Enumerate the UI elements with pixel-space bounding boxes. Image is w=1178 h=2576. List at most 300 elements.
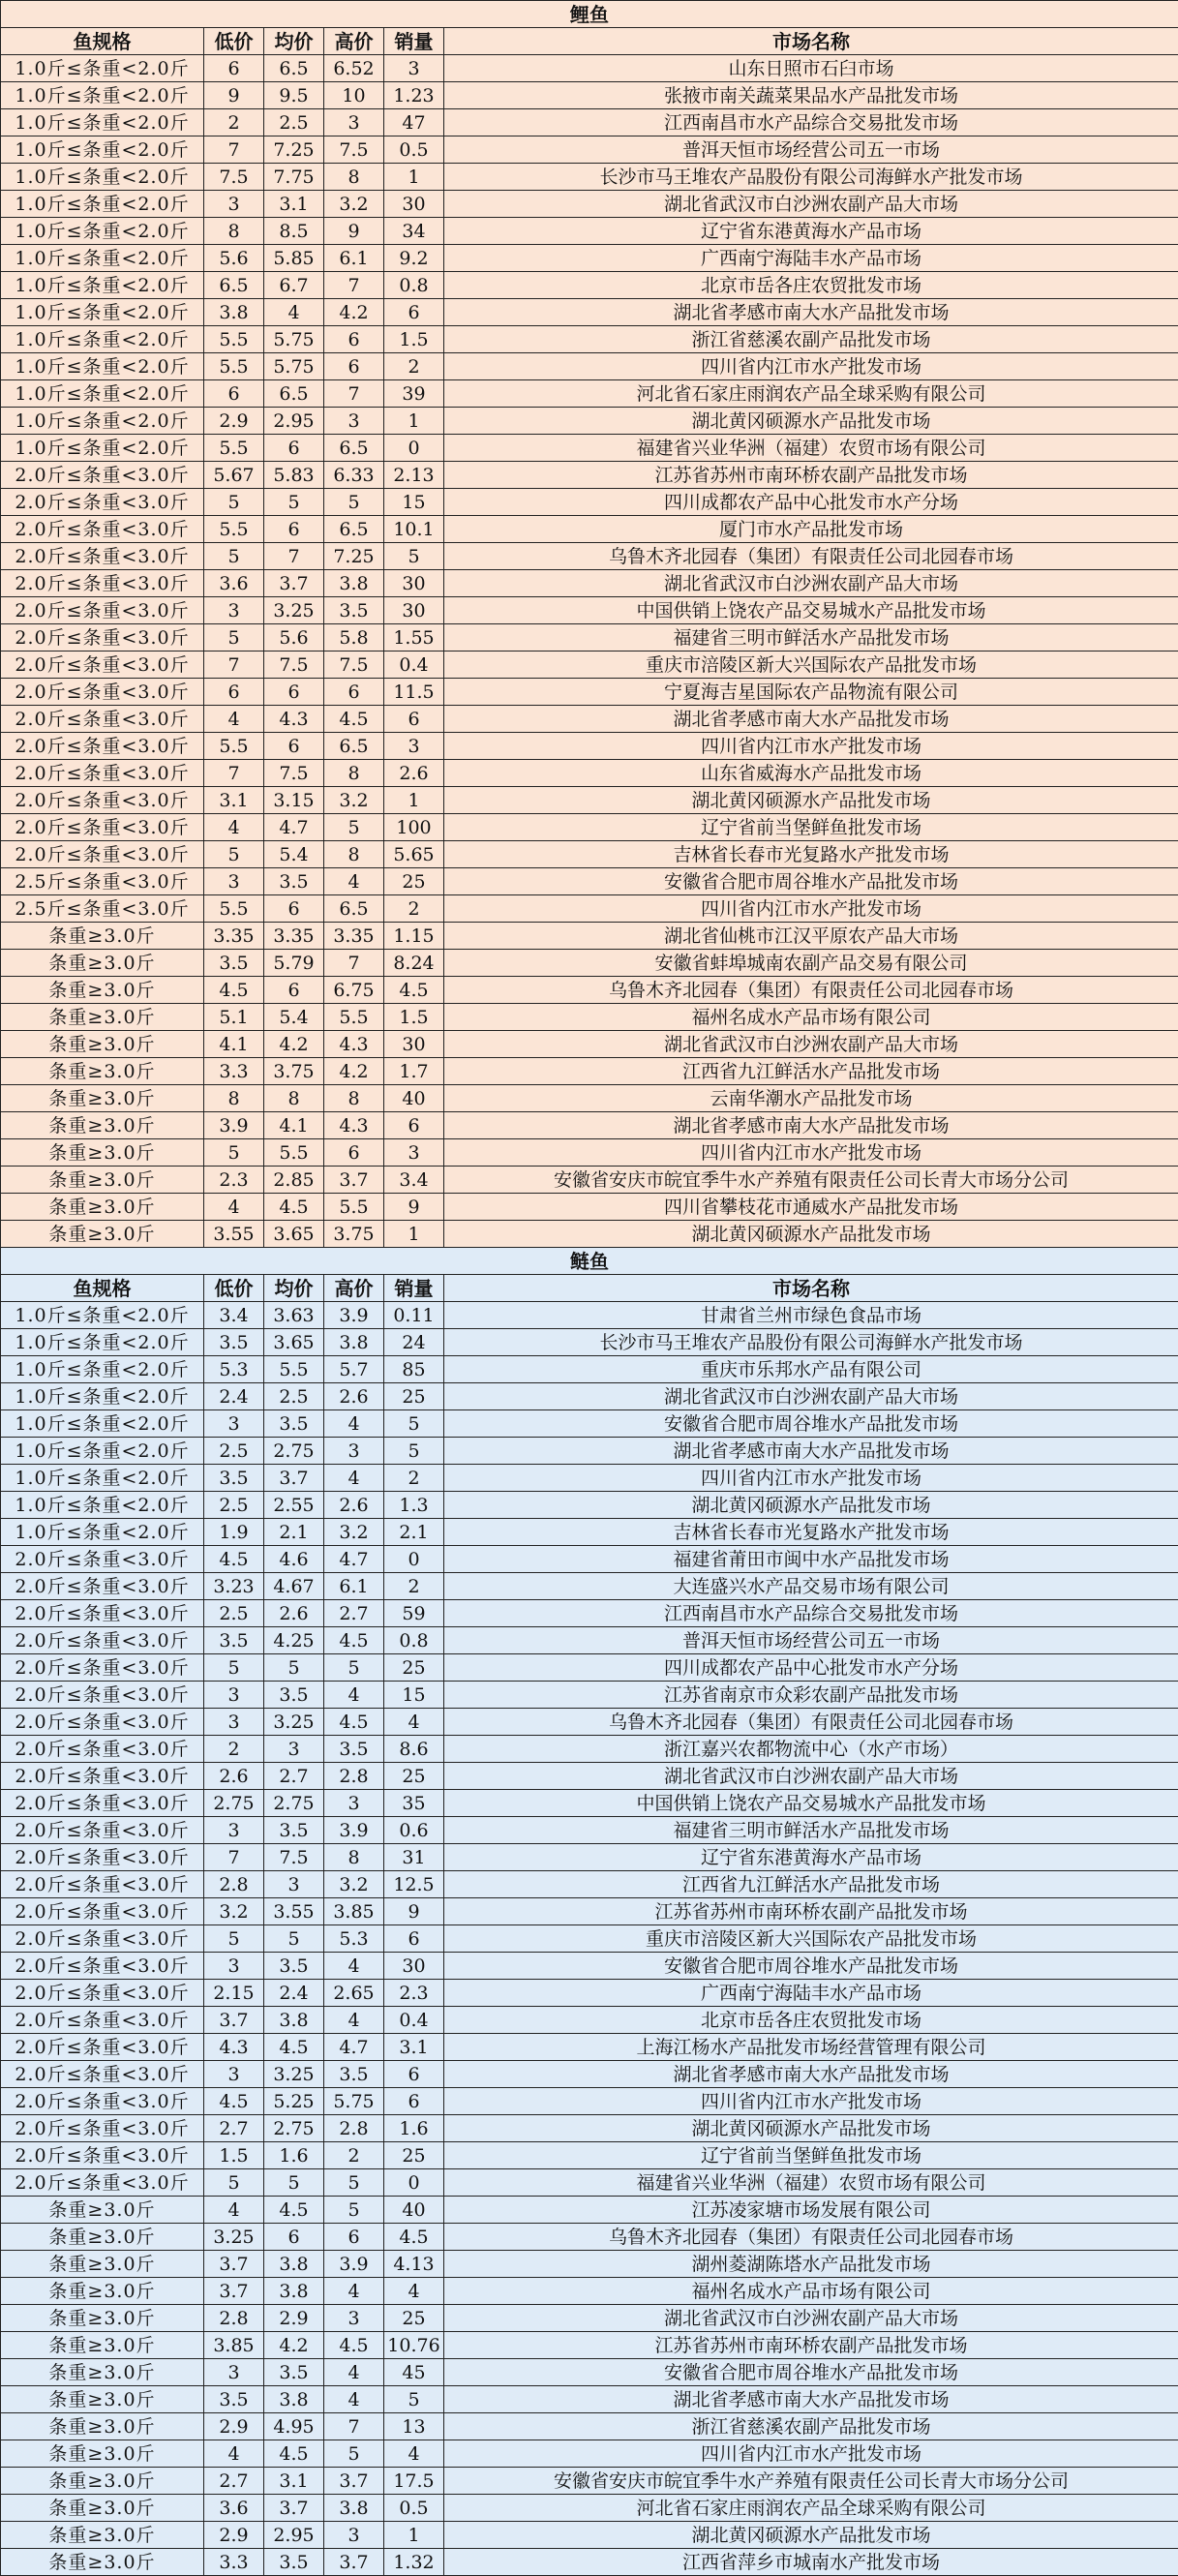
avg-price-cell: 5.6 bbox=[264, 624, 324, 652]
market-name-cell: 江苏省南京市众彩农副产品批发市场 bbox=[444, 1682, 1178, 1709]
avg-price-cell: 3.8 bbox=[264, 2251, 324, 2278]
low-price-cell: 2.75 bbox=[204, 1790, 264, 1817]
avg-price-cell: 2.55 bbox=[264, 1492, 324, 1519]
spec-cell: 2.0斤≤条重<3.0斤 bbox=[1, 1546, 204, 1573]
spec-cell: 条重≥3.0斤 bbox=[1, 1167, 204, 1194]
market-name-cell: 厦门市水产品批发市场 bbox=[444, 516, 1178, 543]
volume-cell: 10.1 bbox=[384, 516, 444, 543]
spec-cell: 2.0斤≤条重<3.0斤 bbox=[1, 1980, 204, 2007]
avg-price-cell: 4.5 bbox=[264, 2440, 324, 2468]
avg-price-cell: 3.65 bbox=[264, 1329, 324, 1356]
high-price-cell: 5 bbox=[324, 1654, 384, 1682]
low-price-cell: 3.4 bbox=[204, 1302, 264, 1329]
high-price-header: 高价 bbox=[324, 1275, 384, 1302]
market-name-cell: 宁夏海吉星国际农产品物流有限公司 bbox=[444, 679, 1178, 706]
high-price-cell: 6.5 bbox=[324, 516, 384, 543]
high-price-cell: 6.75 bbox=[324, 977, 384, 1004]
spec-cell: 2.0斤≤条重<3.0斤 bbox=[1, 1925, 204, 1953]
avg-price-cell: 3.35 bbox=[264, 923, 324, 950]
avg-price-cell: 3.5 bbox=[264, 2359, 324, 2386]
high-price-cell: 3.8 bbox=[324, 570, 384, 597]
avg-price-cell: 4.95 bbox=[264, 2413, 324, 2440]
table-row bbox=[1, 814, 1178, 841]
table-row bbox=[1, 1573, 1178, 1600]
volume-cell: 1.7 bbox=[384, 1058, 444, 1085]
market-name-cell: 安徽省安庆市皖宜季牛水产养殖有限责任公司长青大市场分公司 bbox=[444, 1167, 1178, 1194]
low-price-cell: 5 bbox=[204, 624, 264, 652]
volume-cell: 17.5 bbox=[384, 2468, 444, 2495]
avg-price-cell: 3.25 bbox=[264, 2061, 324, 2088]
silver-carp-section bbox=[1, 1248, 1178, 2576]
spec-cell: 条重≥3.0斤 bbox=[1, 2224, 204, 2251]
avg-price-cell: 7.75 bbox=[264, 164, 324, 191]
low-price-cell: 3.35 bbox=[204, 923, 264, 950]
volume-cell: 3 bbox=[384, 733, 444, 760]
market-name-cell: 重庆市涪陵区新大兴国际农产品批发市场 bbox=[444, 1925, 1178, 1953]
low-price-cell: 7 bbox=[204, 136, 264, 164]
market-name-cell: 四川省内江市水产批发市场 bbox=[444, 1465, 1178, 1492]
market-name-cell: 甘肃省兰州市绿色食品市场 bbox=[444, 1302, 1178, 1329]
volume-cell: 6 bbox=[384, 706, 444, 733]
table-row bbox=[1, 2061, 1178, 2088]
market-name-cell: 湖北省仙桃市江汉平原农产品大市场 bbox=[444, 923, 1178, 950]
volume-cell: 25 bbox=[384, 1763, 444, 1790]
table-row bbox=[1, 2115, 1178, 2142]
table-row bbox=[1, 2007, 1178, 2034]
market-name-cell: 四川省内江市水产批发市场 bbox=[444, 1139, 1178, 1167]
high-price-cell: 7 bbox=[324, 2413, 384, 2440]
table-row bbox=[1, 787, 1178, 814]
low-price-cell: 2.4 bbox=[204, 1383, 264, 1410]
low-price-cell: 2.15 bbox=[204, 1980, 264, 2007]
spec-cell: 条重≥3.0斤 bbox=[1, 2468, 204, 2495]
high-price-cell: 8 bbox=[324, 841, 384, 868]
avg-price-cell: 7 bbox=[264, 543, 324, 570]
high-price-cell: 4 bbox=[324, 2278, 384, 2305]
market-name-cell: 山东日照市石臼市场 bbox=[444, 55, 1178, 82]
market-name-cell: 辽宁省东港黄海水产品市场 bbox=[444, 218, 1178, 245]
volume-cell: 2 bbox=[384, 895, 444, 923]
market-name-cell: 福建省莆田市闽中水产品批发市场 bbox=[444, 1546, 1178, 1573]
volume-cell: 0.8 bbox=[384, 272, 444, 299]
high-price-cell: 3 bbox=[324, 1790, 384, 1817]
volume-cell: 9 bbox=[384, 1194, 444, 1221]
spec-cell: 2.0斤≤条重<3.0斤 bbox=[1, 516, 204, 543]
market-name-cell: 乌鲁木齐北园春（集团）有限责任公司北园春市场 bbox=[444, 2224, 1178, 2251]
table-row bbox=[1, 1410, 1178, 1438]
high-price-cell: 6.5 bbox=[324, 733, 384, 760]
low-price-cell: 3.5 bbox=[204, 1329, 264, 1356]
volume-cell: 30 bbox=[384, 597, 444, 624]
high-price-cell: 6.52 bbox=[324, 55, 384, 82]
volume-cell: 3.1 bbox=[384, 2034, 444, 2061]
low-price-cell: 5.5 bbox=[204, 435, 264, 462]
market-name-cell: 长沙市马王堆农产品股份有限公司海鲜水产批发市场 bbox=[444, 164, 1178, 191]
spec-cell: 条重≥3.0斤 bbox=[1, 2332, 204, 2359]
avg-price-cell: 7.5 bbox=[264, 652, 324, 679]
table-row bbox=[1, 136, 1178, 164]
high-price-cell: 4.2 bbox=[324, 1058, 384, 1085]
volume-cell: 8.24 bbox=[384, 950, 444, 977]
market-name-cell: 湖北省武汉市白沙洲农副产品大市场 bbox=[444, 1031, 1178, 1058]
market-name-cell: 湖北黄冈硕源水产品批发市场 bbox=[444, 2115, 1178, 2142]
low-price-cell: 2.8 bbox=[204, 2305, 264, 2332]
table-row bbox=[1, 353, 1178, 380]
low-price-cell: 3 bbox=[204, 1817, 264, 1844]
volume-cell: 4 bbox=[384, 2278, 444, 2305]
spec-cell: 1.0斤≤条重<2.0斤 bbox=[1, 109, 204, 136]
table-row bbox=[1, 2278, 1178, 2305]
table-row bbox=[1, 2468, 1178, 2495]
high-price-cell: 8 bbox=[324, 760, 384, 787]
avg-price-cell: 3.1 bbox=[264, 2468, 324, 2495]
spec-cell: 1.0斤≤条重<2.0斤 bbox=[1, 408, 204, 435]
avg-price-cell: 5 bbox=[264, 1925, 324, 1953]
high-price-cell: 3.7 bbox=[324, 2468, 384, 2495]
low-price-cell: 3.7 bbox=[204, 2251, 264, 2278]
table-row bbox=[1, 597, 1178, 624]
avg-price-cell: 4.3 bbox=[264, 706, 324, 733]
table-row bbox=[1, 2386, 1178, 2413]
table-row bbox=[1, 1871, 1178, 1898]
table-row bbox=[1, 2440, 1178, 2468]
spec-cell: 1.0斤≤条重<2.0斤 bbox=[1, 1356, 204, 1383]
volume-cell: 2 bbox=[384, 353, 444, 380]
low-price-cell: 3.5 bbox=[204, 1627, 264, 1654]
volume-cell: 13 bbox=[384, 2413, 444, 2440]
volume-cell: 6 bbox=[384, 2088, 444, 2115]
spec-header: 鱼规格 bbox=[1, 1275, 204, 1302]
avg-price-cell: 6 bbox=[264, 679, 324, 706]
market-name-cell: 云南华潮水产品批发市场 bbox=[444, 1085, 1178, 1112]
volume-cell: 6 bbox=[384, 1925, 444, 1953]
spec-cell: 2.0斤≤条重<3.0斤 bbox=[1, 760, 204, 787]
avg-price-cell: 6 bbox=[264, 516, 324, 543]
low-price-cell: 2.6 bbox=[204, 1763, 264, 1790]
high-price-cell: 4.5 bbox=[324, 1709, 384, 1736]
low-price-cell: 1.9 bbox=[204, 1519, 264, 1546]
high-price-cell: 3.9 bbox=[324, 2251, 384, 2278]
high-price-cell: 3 bbox=[324, 408, 384, 435]
volume-cell: 34 bbox=[384, 218, 444, 245]
avg-price-cell: 3.75 bbox=[264, 1058, 324, 1085]
table-row bbox=[1, 489, 1178, 516]
market-name-cell: 湖北省武汉市白沙洲农副产品大市场 bbox=[444, 570, 1178, 597]
high-price-cell: 3.2 bbox=[324, 1871, 384, 1898]
avg-price-cell: 3 bbox=[264, 1871, 324, 1898]
spec-cell: 1.0斤≤条重<2.0斤 bbox=[1, 191, 204, 218]
low-price-cell: 5 bbox=[204, 543, 264, 570]
low-price-cell: 2.5 bbox=[204, 1600, 264, 1627]
volume-cell: 39 bbox=[384, 380, 444, 408]
avg-price-cell: 3.25 bbox=[264, 597, 324, 624]
low-price-cell: 7 bbox=[204, 652, 264, 679]
market-name-cell: 福建省三明市鲜活水产品批发市场 bbox=[444, 1817, 1178, 1844]
high-price-cell: 5.8 bbox=[324, 624, 384, 652]
volume-cell: 1 bbox=[384, 408, 444, 435]
avg-price-cell: 4.25 bbox=[264, 1627, 324, 1654]
low-price-cell: 6.5 bbox=[204, 272, 264, 299]
table-row bbox=[1, 841, 1178, 868]
market-name-cell: 江苏凌家塘市场发展有限公司 bbox=[444, 2197, 1178, 2224]
table-row bbox=[1, 733, 1178, 760]
market-name-cell: 江苏省苏州市南环桥农副产品批发市场 bbox=[444, 462, 1178, 489]
table-row bbox=[1, 299, 1178, 326]
avg-price-cell: 4.7 bbox=[264, 814, 324, 841]
low-price-cell: 2.5 bbox=[204, 1438, 264, 1465]
volume-cell: 1.3 bbox=[384, 1492, 444, 1519]
spec-cell: 2.0斤≤条重<3.0斤 bbox=[1, 624, 204, 652]
spec-cell: 条重≥3.0斤 bbox=[1, 2522, 204, 2549]
high-price-cell: 5.3 bbox=[324, 1925, 384, 1953]
market-name-cell: 广西南宁海陆丰水产品市场 bbox=[444, 245, 1178, 272]
market-name-cell: 安徽省合肥市周谷堆水产品批发市场 bbox=[444, 868, 1178, 895]
spec-cell: 1.0斤≤条重<2.0斤 bbox=[1, 1438, 204, 1465]
table-row bbox=[1, 1167, 1178, 1194]
market-name-cell: 重庆市乐邦水产品有限公司 bbox=[444, 1356, 1178, 1383]
avg-price-cell: 5.25 bbox=[264, 2088, 324, 2115]
table-row bbox=[1, 1898, 1178, 1925]
table-row bbox=[1, 1302, 1178, 1329]
volume-cell: 5 bbox=[384, 1438, 444, 1465]
header-row bbox=[1, 28, 1178, 55]
high-price-cell: 7.5 bbox=[324, 652, 384, 679]
volume-cell: 40 bbox=[384, 2197, 444, 2224]
table-row bbox=[1, 706, 1178, 733]
avg-price-cell: 3.8 bbox=[264, 2007, 324, 2034]
table-row bbox=[1, 679, 1178, 706]
market-name-cell: 普洱天恒市场经营公司五一市场 bbox=[444, 1627, 1178, 1654]
spec-cell: 2.0斤≤条重<3.0斤 bbox=[1, 1817, 204, 1844]
avg-price-cell: 2.75 bbox=[264, 1438, 324, 1465]
spec-cell: 1.0斤≤条重<2.0斤 bbox=[1, 55, 204, 82]
spec-cell: 2.0斤≤条重<3.0斤 bbox=[1, 2061, 204, 2088]
spec-cell: 条重≥3.0斤 bbox=[1, 923, 204, 950]
low-price-cell: 3.5 bbox=[204, 950, 264, 977]
avg-price-cell: 6.7 bbox=[264, 272, 324, 299]
market-name-cell: 四川省攀枝花市通威水产品批发市场 bbox=[444, 1194, 1178, 1221]
spec-cell: 2.0斤≤条重<3.0斤 bbox=[1, 841, 204, 868]
spec-cell: 2.0斤≤条重<3.0斤 bbox=[1, 679, 204, 706]
avg-price-cell: 2.95 bbox=[264, 2522, 324, 2549]
market-name-cell: 江西省萍乡市城南水产批发市场 bbox=[444, 2549, 1178, 2576]
avg-price-cell: 5 bbox=[264, 489, 324, 516]
market-name-cell: 辽宁省前当堡鲜鱼批发市场 bbox=[444, 2142, 1178, 2169]
market-name-cell: 上海江杨水产品批发市场经营管理有限公司 bbox=[444, 2034, 1178, 2061]
high-price-cell: 6.1 bbox=[324, 1573, 384, 1600]
table-row bbox=[1, 326, 1178, 353]
table-row bbox=[1, 1654, 1178, 1682]
spec-cell: 条重≥3.0斤 bbox=[1, 950, 204, 977]
high-price-cell: 4 bbox=[324, 2007, 384, 2034]
low-price-cell: 4 bbox=[204, 814, 264, 841]
high-price-cell: 4 bbox=[324, 2386, 384, 2413]
spec-cell: 条重≥3.0斤 bbox=[1, 2197, 204, 2224]
market-name-cell: 湖北黄冈硕源水产品批发市场 bbox=[444, 1221, 1178, 1248]
low-price-cell: 3.23 bbox=[204, 1573, 264, 1600]
table-row bbox=[1, 570, 1178, 597]
low-price-cell: 5.5 bbox=[204, 895, 264, 923]
high-price-cell: 4 bbox=[324, 1682, 384, 1709]
table-row bbox=[1, 1031, 1178, 1058]
high-price-cell: 5 bbox=[324, 814, 384, 841]
table-row bbox=[1, 1709, 1178, 1736]
volume-cell: 6 bbox=[384, 2061, 444, 2088]
high-price-cell: 8 bbox=[324, 1844, 384, 1871]
market-name-cell: 广西南宁海陆丰水产品市场 bbox=[444, 1980, 1178, 2007]
low-price-cell: 6 bbox=[204, 679, 264, 706]
spec-cell: 条重≥3.0斤 bbox=[1, 2413, 204, 2440]
volume-cell: 25 bbox=[384, 2142, 444, 2169]
spec-cell: 条重≥3.0斤 bbox=[1, 2440, 204, 2468]
volume-cell: 6 bbox=[384, 299, 444, 326]
volume-cell: 0.4 bbox=[384, 652, 444, 679]
avg-price-cell: 2.1 bbox=[264, 1519, 324, 1546]
volume-cell: 59 bbox=[384, 1600, 444, 1627]
table-row bbox=[1, 1736, 1178, 1763]
high-price-cell: 6 bbox=[324, 2224, 384, 2251]
high-price-cell: 2.8 bbox=[324, 1763, 384, 1790]
volume-cell: 25 bbox=[384, 868, 444, 895]
volume-cell: 5 bbox=[384, 1410, 444, 1438]
market-name-cell: 乌鲁木齐北园春（集团）有限责任公司北园春市场 bbox=[444, 543, 1178, 570]
spec-cell: 2.0斤≤条重<3.0斤 bbox=[1, 1790, 204, 1817]
volume-cell: 5 bbox=[384, 543, 444, 570]
spec-cell: 1.0斤≤条重<2.0斤 bbox=[1, 136, 204, 164]
avg-price-cell: 6 bbox=[264, 435, 324, 462]
table-row bbox=[1, 652, 1178, 679]
high-price-cell: 2.6 bbox=[324, 1383, 384, 1410]
volume-cell: 25 bbox=[384, 1654, 444, 1682]
low-price-cell: 3.8 bbox=[204, 299, 264, 326]
low-price-cell: 3 bbox=[204, 868, 264, 895]
low-price-cell: 6 bbox=[204, 380, 264, 408]
market-name-cell: 河北省石家庄雨润农产品全球采购有限公司 bbox=[444, 380, 1178, 408]
high-price-cell: 7 bbox=[324, 380, 384, 408]
high-price-cell: 3.75 bbox=[324, 1221, 384, 1248]
high-price-cell: 6 bbox=[324, 679, 384, 706]
table-row bbox=[1, 2549, 1178, 2576]
high-price-cell: 5.5 bbox=[324, 1194, 384, 1221]
market-name-cell: 福州名成水产品市场有限公司 bbox=[444, 1004, 1178, 1031]
high-price-cell: 2 bbox=[324, 2142, 384, 2169]
volume-cell: 2.6 bbox=[384, 760, 444, 787]
high-price-cell: 8 bbox=[324, 1085, 384, 1112]
avg-price-cell: 3.8 bbox=[264, 2386, 324, 2413]
avg-price-cell: 3.5 bbox=[264, 1410, 324, 1438]
spec-cell: 条重≥3.0斤 bbox=[1, 1004, 204, 1031]
table-row bbox=[1, 1438, 1178, 1465]
avg-price-cell: 2.4 bbox=[264, 1980, 324, 2007]
market-name-header: 市场名称 bbox=[444, 1275, 1178, 1302]
volume-cell: 0 bbox=[384, 2169, 444, 2197]
high-price-cell: 4.5 bbox=[324, 1627, 384, 1654]
spec-cell: 条重≥3.0斤 bbox=[1, 1139, 204, 1167]
low-price-cell: 8 bbox=[204, 218, 264, 245]
low-price-cell: 7.5 bbox=[204, 164, 264, 191]
avg-price-cell: 4.5 bbox=[264, 1194, 324, 1221]
volume-cell: 47 bbox=[384, 109, 444, 136]
high-price-cell: 4 bbox=[324, 1953, 384, 1980]
avg-price-cell: 2.75 bbox=[264, 2115, 324, 2142]
high-price-cell: 7 bbox=[324, 272, 384, 299]
low-price-cell: 2.7 bbox=[204, 2115, 264, 2142]
avg-price-cell: 3.63 bbox=[264, 1302, 324, 1329]
high-price-cell: 2.6 bbox=[324, 1492, 384, 1519]
volume-cell: 9 bbox=[384, 1898, 444, 1925]
avg-price-cell: 7.5 bbox=[264, 1844, 324, 1871]
low-price-cell: 5 bbox=[204, 489, 264, 516]
market-name-cell: 安徽省安庆市皖宜季牛水产养殖有限责任公司长青大市场分公司 bbox=[444, 2468, 1178, 2495]
volume-cell: 0.6 bbox=[384, 1817, 444, 1844]
spec-cell: 2.0斤≤条重<3.0斤 bbox=[1, 706, 204, 733]
carp-section bbox=[1, 1, 1178, 1248]
table-row bbox=[1, 2495, 1178, 2522]
high-price-cell: 6 bbox=[324, 353, 384, 380]
high-price-cell: 6.5 bbox=[324, 435, 384, 462]
high-price-cell: 4.5 bbox=[324, 2332, 384, 2359]
spec-cell: 1.0斤≤条重<2.0斤 bbox=[1, 245, 204, 272]
market-name-cell: 山东省威海水产品批发市场 bbox=[444, 760, 1178, 787]
table-row bbox=[1, 2413, 1178, 2440]
high-price-cell: 5 bbox=[324, 489, 384, 516]
avg-price-cell: 5.5 bbox=[264, 1356, 324, 1383]
volume-cell: 0 bbox=[384, 1546, 444, 1573]
low-price-cell: 3.7 bbox=[204, 2278, 264, 2305]
table-row bbox=[1, 1953, 1178, 1980]
volume-cell: 9.2 bbox=[384, 245, 444, 272]
volume-cell: 1.15 bbox=[384, 923, 444, 950]
market-name-header: 市场名称 bbox=[444, 28, 1178, 55]
market-name-cell: 湖北省武汉市白沙洲农副产品大市场 bbox=[444, 2305, 1178, 2332]
low-price-cell: 4.5 bbox=[204, 977, 264, 1004]
avg-price-cell: 2.6 bbox=[264, 1600, 324, 1627]
volume-cell: 1 bbox=[384, 164, 444, 191]
avg-price-cell: 2.95 bbox=[264, 408, 324, 435]
spec-cell: 2.0斤≤条重<3.0斤 bbox=[1, 1736, 204, 1763]
low-price-cell: 2.9 bbox=[204, 2413, 264, 2440]
table-row bbox=[1, 1519, 1178, 1546]
table-row bbox=[1, 1221, 1178, 1248]
avg-price-cell: 2.85 bbox=[264, 1167, 324, 1194]
avg-price-cell: 6 bbox=[264, 733, 324, 760]
avg-price-cell: 4.2 bbox=[264, 1031, 324, 1058]
section-title-row bbox=[1, 1, 1178, 28]
volume-cell: 1.5 bbox=[384, 326, 444, 353]
high-price-cell: 4 bbox=[324, 1465, 384, 1492]
table-row bbox=[1, 950, 1178, 977]
high-price-cell: 4.7 bbox=[324, 2034, 384, 2061]
spec-cell: 2.0斤≤条重<3.0斤 bbox=[1, 1709, 204, 1736]
low-price-cell: 4 bbox=[204, 2197, 264, 2224]
spec-cell: 2.0斤≤条重<3.0斤 bbox=[1, 597, 204, 624]
spec-cell: 1.0斤≤条重<2.0斤 bbox=[1, 164, 204, 191]
avg-price-cell: 6.5 bbox=[264, 55, 324, 82]
low-price-cell: 4.5 bbox=[204, 1546, 264, 1573]
avg-price-header: 均价 bbox=[264, 1275, 324, 1302]
high-price-cell: 3.7 bbox=[324, 2549, 384, 2576]
low-price-cell: 4.5 bbox=[204, 2088, 264, 2115]
spec-header: 鱼规格 bbox=[1, 28, 204, 55]
low-price-cell: 5.5 bbox=[204, 353, 264, 380]
high-price-cell: 3.2 bbox=[324, 191, 384, 218]
volume-cell: 0 bbox=[384, 435, 444, 462]
volume-cell: 0.11 bbox=[384, 1302, 444, 1329]
spec-cell: 1.0斤≤条重<2.0斤 bbox=[1, 1329, 204, 1356]
table-row bbox=[1, 1844, 1178, 1871]
market-name-cell: 吉林省长春市光复路水产批发市场 bbox=[444, 841, 1178, 868]
table-row bbox=[1, 1112, 1178, 1139]
